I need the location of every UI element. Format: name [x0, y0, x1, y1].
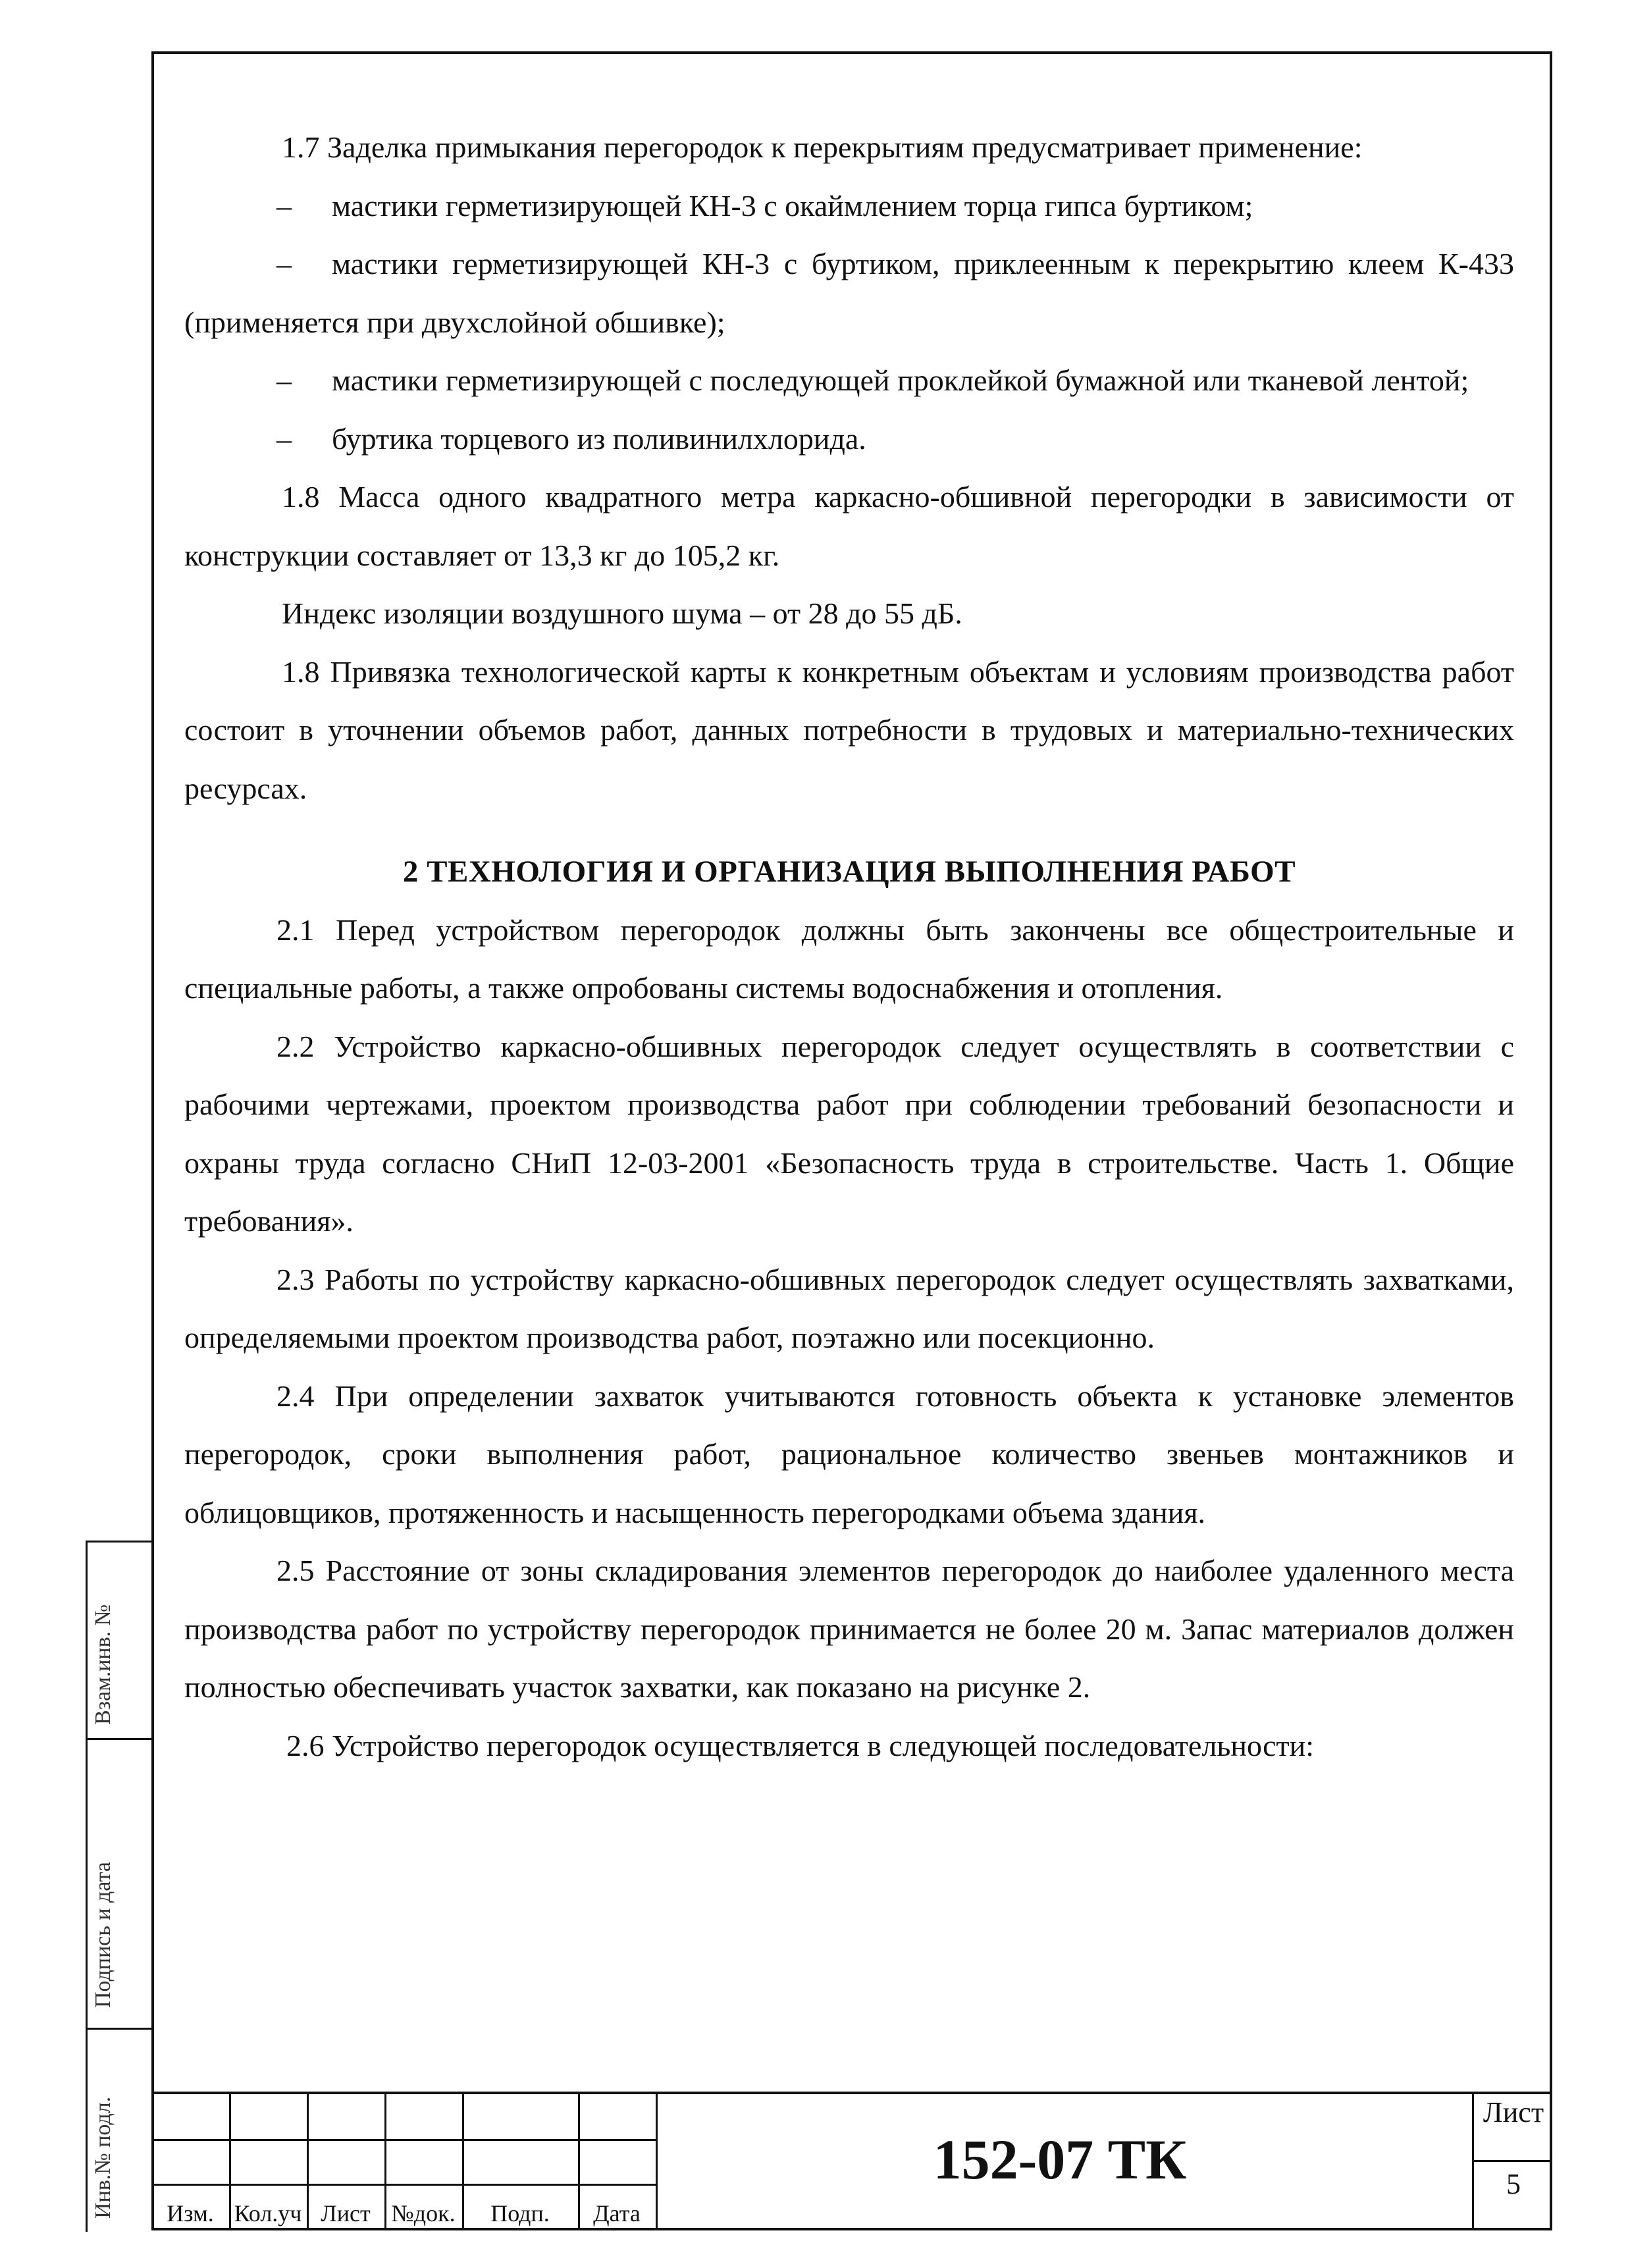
paragraph-2-6: 2.6 Устройство перегородок осуществляется в следующей последовательности:: [286, 1728, 1315, 1762]
list-item-text: мастики герметизирующей КН-3 с буртиком, приклеенным к перекрытию клеем К-433 (применяется при двухслойной обшивке);: [184, 247, 1514, 339]
list-item: [184, 410, 1514, 469]
side-label-podpis: Подпись и дата: [91, 1862, 115, 2008]
tb-label-data: Дата: [593, 2200, 641, 2227]
tb-label-list: Лист: [321, 2200, 371, 2227]
list-item-text: мастики герметизирующей с последующей проклейкой бумажной или тканевой лентой;: [332, 363, 1469, 397]
paragraph-1-8-mass: 1.8 Масса одного квадратного метра каркасно-обшивной перегородки в зависимости от конструкции составляет от 13,3 кг до 105,2 кг.: [184, 480, 1514, 572]
tb-row-line: [151, 2139, 656, 2141]
side-label-inv: Инв.№ подл.: [91, 2096, 115, 2219]
side-stamp-line-3: [86, 2028, 151, 2030]
document-code: 152-07 ТК: [933, 2128, 1187, 2191]
tb-row-line: [151, 2184, 656, 2186]
list-item-text: буртика торцевого из поливинилхлорида.: [332, 421, 866, 456]
section-heading: 2 ТЕХНОЛОГИЯ И ОРГАНИЗАЦИЯ ВЫПОЛНЕНИЯ РАБОТ: [402, 855, 1296, 889]
list-item: [184, 235, 1514, 352]
dash-marker: –: [276, 363, 292, 397]
paragraph-2-5: 2.5 Расстояние от зоны складирования элементов перегородок до наиболее удаленного места производства работ по устройству перегородок принимается не более 20 м. Запас материалов должен полностью обеспечивать участок захватки, как показано на рисунке 2.: [184, 1554, 1514, 1704]
list-item-text: мастики герметизирующей КН-3 с окаймлением торца гипса буртиком;: [332, 188, 1253, 223]
paragraph-1-8-binding: 1.8 Привязка технологической карты к конкретным объектам и условиям производства работ состоит в уточнении объемов работ, данных потребности в трудовых и материально-технических ресурсах.: [184, 654, 1514, 805]
side-stamp-top-line: [86, 1541, 151, 1543]
dash-marker: –: [276, 188, 292, 223]
paragraph-2-1: 2.1 Перед устройством перегородок должны быть закончены все общестроительные и специальные работы, а также опробованы системы водоснабжения и отопления.: [184, 912, 1514, 1005]
tb-label-izm: Изм.: [167, 2200, 214, 2227]
list-item: [184, 352, 1514, 410]
list-item: [184, 177, 1514, 236]
paragraph-noise-index: Индекс изоляции воздушного шума – от 28 до 55 дБ.: [282, 596, 962, 630]
paragraph-2-4: 2.4 При определении захваток учитываются готовность объекта к установке элементов перегородок, сроки выполнения работ, рациональное количество звеньев монтажников и облицовщиков, протяженность и насыщенность перегородками объема здания.: [184, 1379, 1514, 1529]
tb-divider: [656, 2094, 658, 2230]
tb-label-podp: Подп.: [490, 2200, 550, 2227]
sheet-number: 5: [1506, 2168, 1521, 2200]
sheet-label: Лист: [1483, 2096, 1544, 2128]
tb-sheet-line: [1472, 2160, 1552, 2162]
side-label-vzam: Взам.инв. №: [91, 1604, 115, 1725]
paragraph-2-2: 2.2 Устройство каркасно-обшивных перегородок следует осуществлять в соответствии с рабочими чертежами, проектом производства работ при соблюдении требований безопасности и охраны труда согласно СНиП 12-03-2001 «Безопасность труда в строительстве. Часть 1. Общие требования».: [184, 1029, 1514, 1238]
side-stamp-border: [86, 1541, 88, 2232]
side-stamp-line-2: [86, 1738, 151, 1740]
tb-divider: [1472, 2094, 1474, 2230]
paragraph-1-7: 1.7 Заделка примыкания перегородок к перекрытиям предусматривает применение:: [282, 130, 1363, 164]
dash-marker: –: [276, 421, 292, 456]
tb-label-kol: Кол.уч: [234, 2200, 302, 2227]
paragraph-2-3: 2.3 Работы по устройству каркасно-обшивных перегородок следует осуществлять захватками, определяемыми проектом производства работ, поэтажно или посекционно.: [184, 1262, 1514, 1354]
document-body: [184, 119, 1514, 1775]
dash-marker: –: [276, 247, 292, 280]
tb-label-ndok: №док.: [391, 2200, 456, 2227]
